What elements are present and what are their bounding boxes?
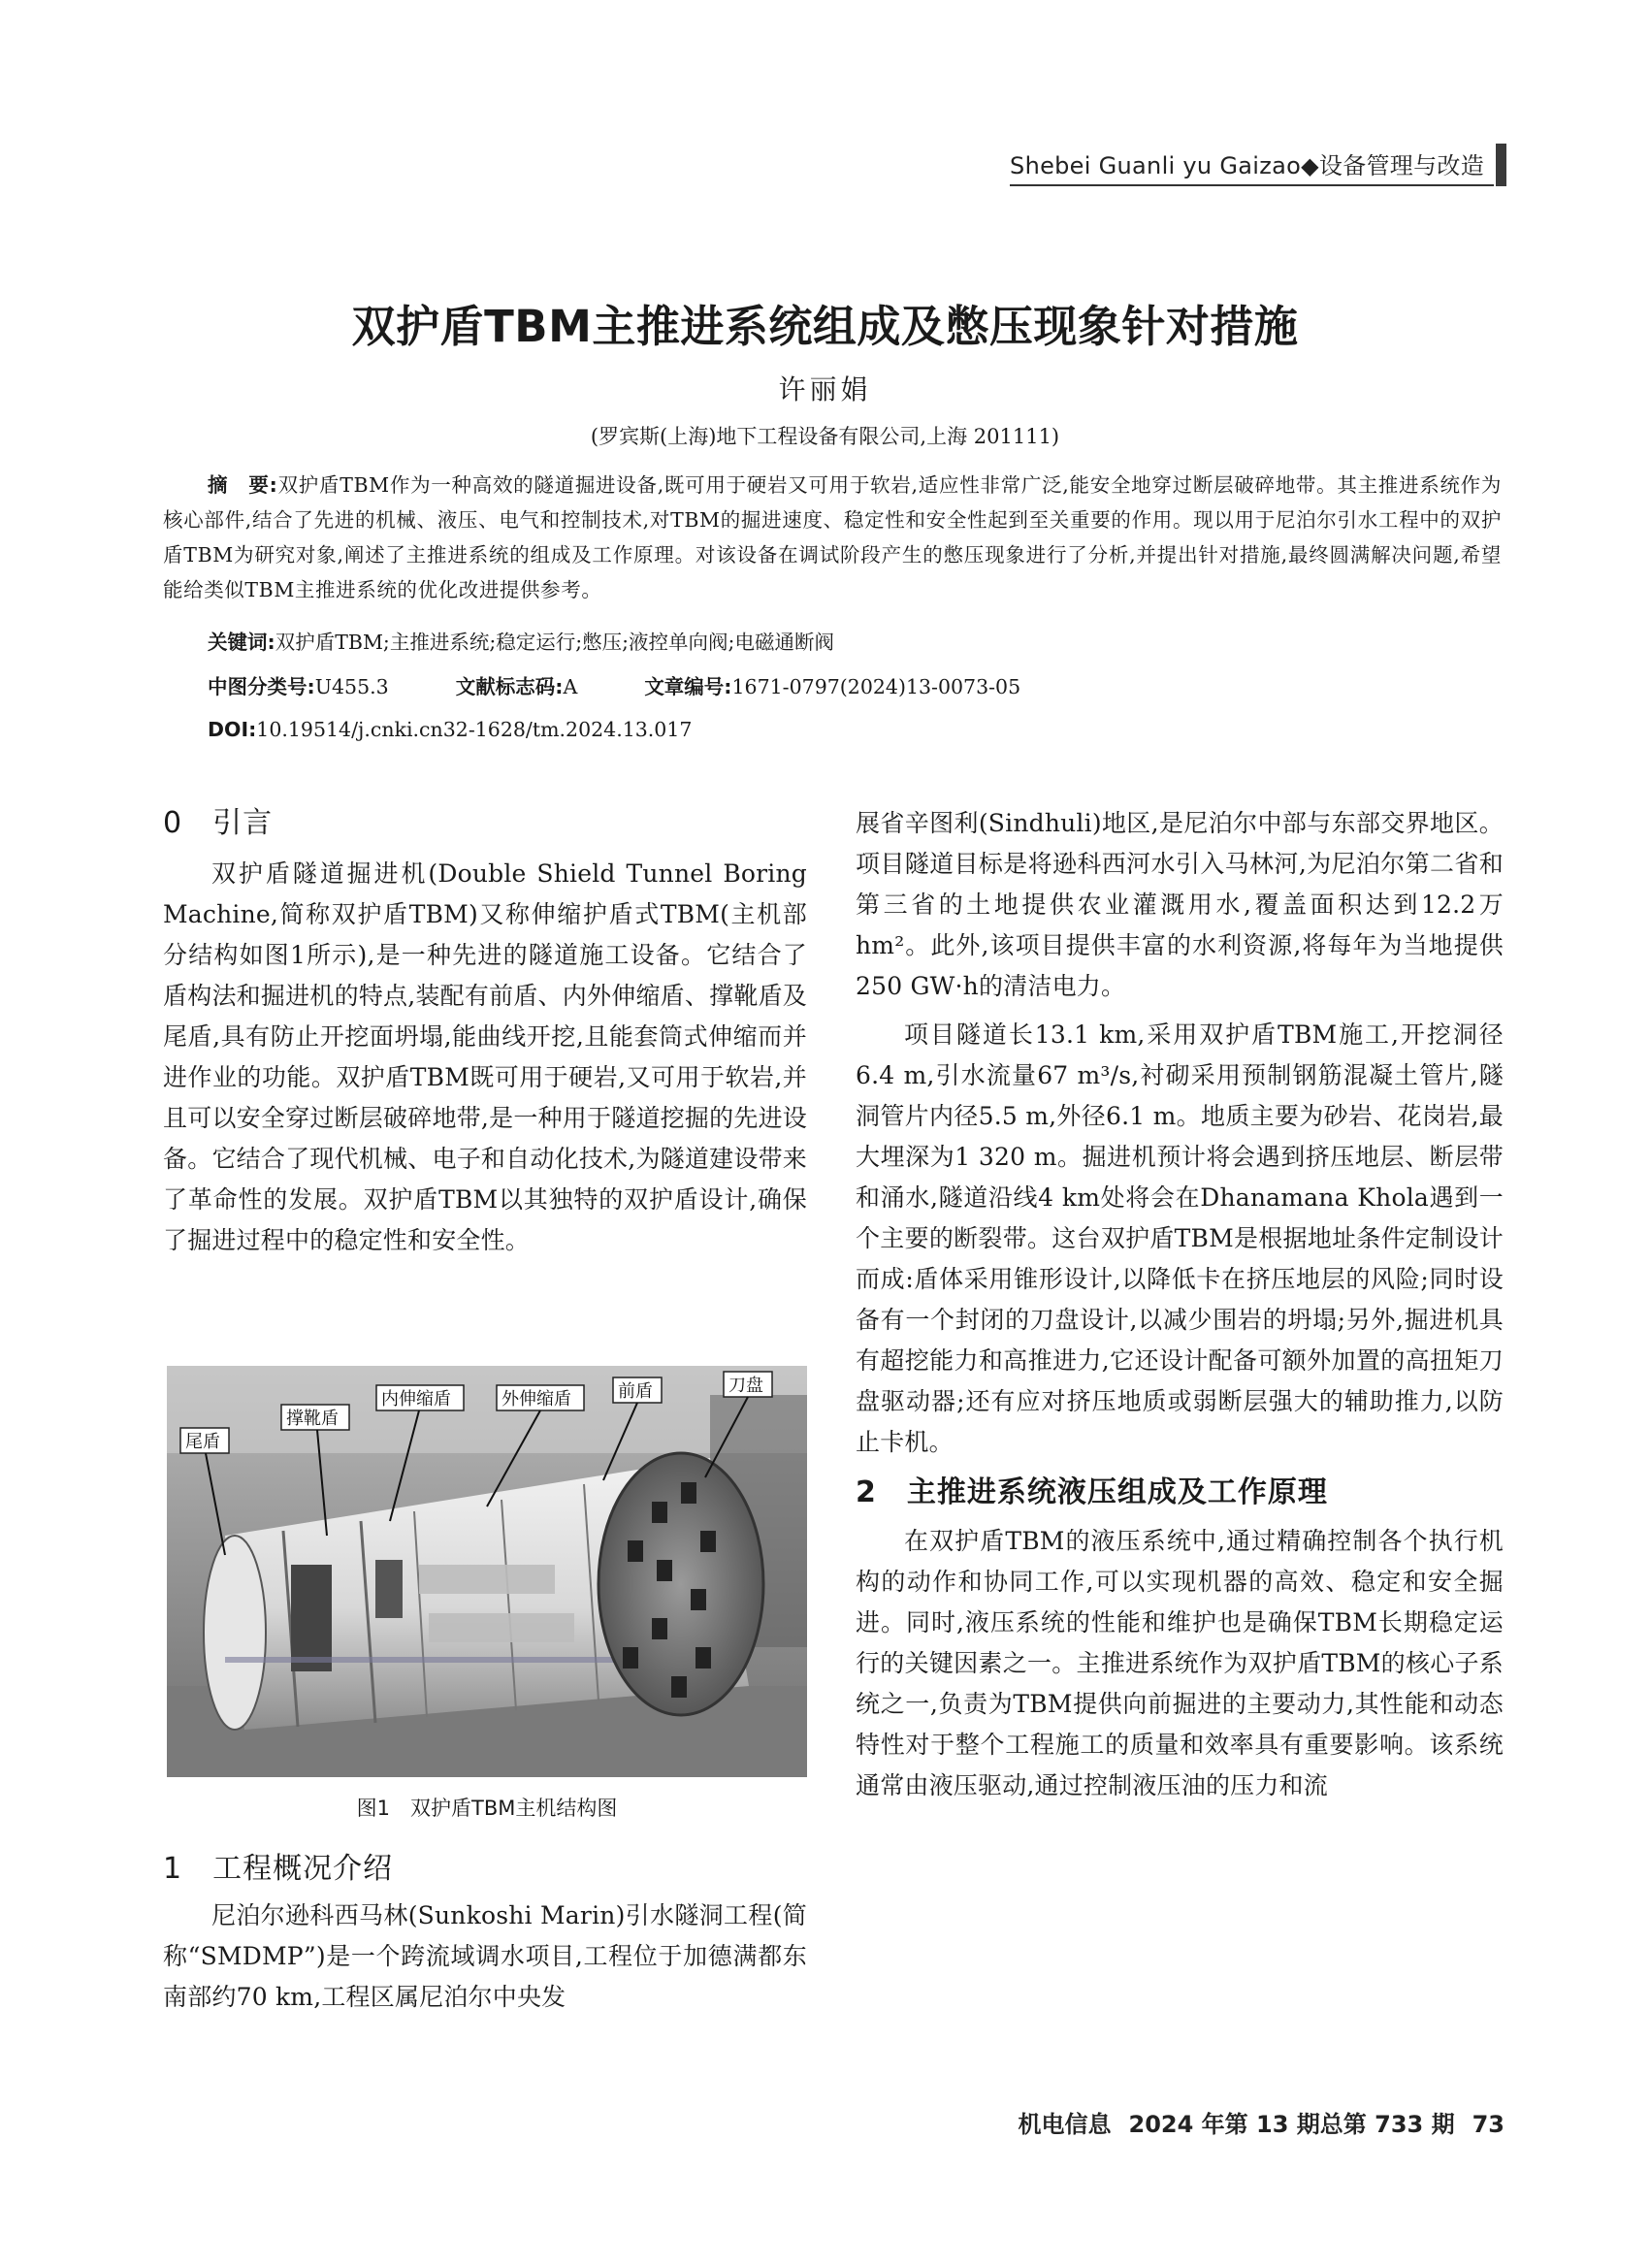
right-paragraph-3: 在双护盾TBM的液压系统中,通过精确控制各个执行机构的动作和协同工作,可以实现机器的高效、稳定和安全掘进。同时,液压系统的性能和维护也是确保TBM长期稳定运行的关键因素之一。主推进系统作为双护盾TBM的核心子系统之一,负责为TBM提供向前掘进的主要动力,其性能和动态特性对于整个工程施工的质量和效率具有重要影响。该系统通常由液压驱动,通过控制液压油的压力和流 [856,1527,1504,1799]
paper-title: 双护盾TBM主推进系统组成及憋压现象针对措施 [351,301,1299,352]
figure-caption: 图1 双护盾TBM主机结构图 [356,1797,618,1820]
section-0-paragraph: 双护盾隧道掘进机(Double Shield Tunnel Boring Machine,简称双护盾TBM)又称伸缩护盾式TBM(主机部分结构如图1所示),是一种先进的隧道施工设备。它结合了盾构法和掘进机的特点,装配有前盾、内外伸缩盾、撑靴盾及尾盾,具有防止开挖面坍塌,能曲线开挖,且能套筒式伸缩而并进作业的功能。双护盾TBM既可用于硬岩,又可用于软岩,并且可以安全穿过断层破碎地带,是一种用于隧道挖掘的先进设备。它结合了现代机械、电子和自动化技术,为隧道建设带来了革命性的发展。双护盾TBM以其独特的双护盾设计,确保了掘进过程中的稳定性和安全性。 [163,859,807,1254]
abstract [163,468,1502,607]
abstract-label: 摘 要: [208,473,278,497]
abstract-text: 双护盾TBM作为一种高效的隧道掘进设备,既可用于硬岩又可用于软岩,适应性非常广泛,能安全地穿过断层破碎地带。其主推进系统作为核心部件,结合了先进的机械、液压、电气和控制技术,对TBM的掘进速度、稳定性和安全性起到至关重要的作用。现以用于尼泊尔引水工程中的双护盾TBM为研究对象,阐述了主推进系统的组成及工作原理。对该设备在调试阶段产生的憋压现象进行了分析,并提出针对措施,最终圆满解决问题,希望能给类似TBM主推进系统的优化改进提供参考。 [163,473,1502,601]
classification-line [208,669,1020,704]
right-paragraph-1: 展省辛图利(Sindhuli)地区,是尼泊尔中部与东部交界地区。项目隧道目标是将逊科西河水引入马林河,为尼泊尔第二省和第三省的土地提供农业灌溉用水,覆盖面积达到12.2万hm²。此外,该项目提供丰富的水利资源,将每年为当地提供250 GW·h的清洁电力。 [856,809,1504,1000]
section-1-paragraph: 尼泊尔逊科西马林(Sunkoshi Marin)引水隧洞工程(简称“SMDMP”)是一个跨流域调水项目,工程位于加德满都东南部约70 km,工程区属尼泊尔中央发 [163,1901,807,2011]
affiliation: (罗宾斯(上海)地下工程设备有限公司,上海 201111) [590,425,1060,448]
page-number: 73 [1472,2111,1504,2138]
doc-code-value: A [563,675,578,698]
doi-label: DOI: [208,718,257,741]
page-footer [1001,2105,1504,2139]
doi-value: 10.19514/j.cnki.cn32-1628/tm.2024.13.017 [256,718,693,741]
keywords-label: 关键词: [208,631,275,654]
label-gripper-shield: 撑靴盾 [286,1409,339,1429]
doc-code-label: 文献标志码: [455,675,564,698]
right-column [856,803,1504,1806]
header-bar [1496,144,1506,186]
section-2-heading: 2 主推进系统液压组成及工作原理 [856,1475,1328,1509]
keywords-text: 双护盾TBM;主推进系统;稳定运行;憋压;液控单向阀;电磁通断阀 [275,631,834,654]
doi-line [208,712,692,747]
running-header [1010,142,1506,186]
left-column-bottom [163,1849,807,2018]
article-number-label: 文章编号: [644,675,732,698]
author: 许丽娟 [778,373,872,405]
label-inner-telescopic: 内伸缩盾 [381,1389,451,1409]
running-title: Shebei Guanli yu Gaizao◆设备管理与改造 [1010,146,1494,186]
section-0-heading: 0 引言 [163,806,274,840]
footer-issue: 2024 年第 13 期总第 733 期 [1128,2111,1455,2138]
right-paragraph-2: 项目隧道长13.1 km,采用双护盾TBM施工,开挖洞径6.4 m,引水流量67 m³/s,衬砌采用预制钢筋混凝土管片,隧洞管片内径5.5 m,外径6.1 m。地质主要为砂岩、花岗岩,最大埋深为1 320 m。掘进机预计将会遇到挤压地层、断层带和涌水,隧道沿线4 km处将会在Dhanamana Khola遇到一个主要的断裂带。这台双护盾TBM是根据地址条件定制设计而成:盾体采用锥形设计,以降低卡在挤压地层的风险;同时设备有一个封闭的刀盘设计,以减少围岩的坍塌;另外,掘进机具有超挖能力和高推进力,它还设计配备可额外加置的高扭矩刀盘驱动器;还有应对挤压地质或弱断层强大的辅助推力,以防止卡机。 [856,1021,1504,1456]
label-tail-shield: 尾盾 [185,1432,220,1452]
label-outer-telescopic: 外伸缩盾 [501,1389,571,1409]
label-front-shield: 前盾 [618,1381,653,1402]
tbm-photo [167,1366,807,1777]
article-number-value: 1671-0797(2024)13-0073-05 [731,675,1021,698]
section-1-heading: 1 工程概况介绍 [163,1852,394,1886]
footer-journal: 机电信息 [1018,2111,1112,2138]
label-cutterhead: 刀盘 [728,1376,763,1396]
clc-value: U455.3 [314,675,389,698]
tbm-photo-illustration [167,1366,807,1777]
clc-label: 中图分类号: [208,675,315,698]
left-column-top [163,803,807,1261]
keywords [208,625,834,660]
